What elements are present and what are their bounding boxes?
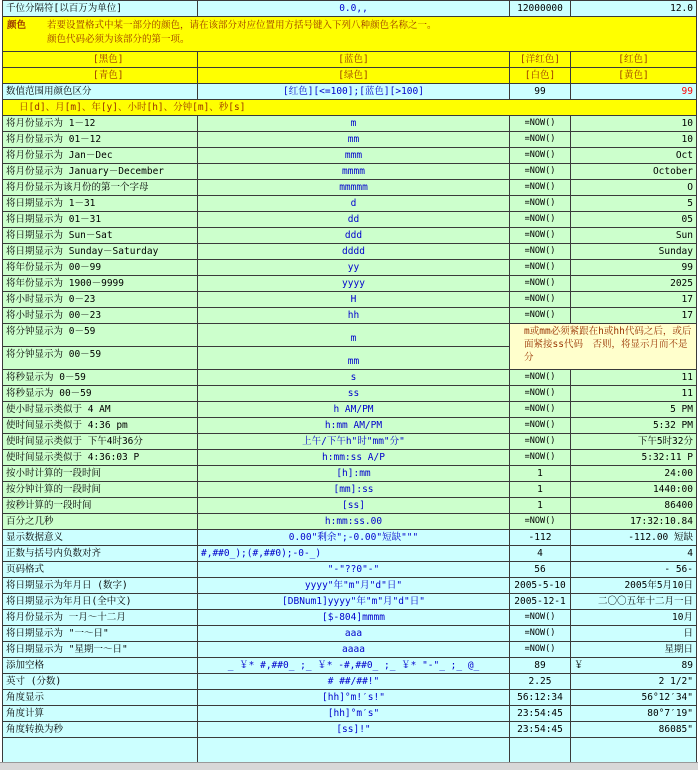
cell-code[interactable]: aaaa [198,642,510,658]
cell-code[interactable]: yyyy [198,276,510,292]
color-name-cell[interactable]: [蓝色] [198,52,510,68]
cell-result[interactable]: 4 [571,546,697,562]
cell-result[interactable]: 5:32 PM [571,418,697,434]
cell-code[interactable]: # ##/##!" [198,674,510,690]
table-row [3,84,697,100]
cell-code[interactable]: [DBNum1]yyyy"年"m"月"d"日" [198,594,510,610]
cell-value[interactable]: =NOW() [510,132,571,148]
cell-result[interactable]: 12.0 [571,1,697,17]
cell-label[interactable]: 正数与括号内负数对齐 [3,546,198,562]
cell-value[interactable]: =NOW() [510,212,571,228]
cell-value[interactable]: =NOW() [510,450,571,466]
cell-label[interactable]: 使时间显示类似于 下午4时36分 [3,434,198,450]
cell-value[interactable]: =NOW() [510,434,571,450]
cell-label[interactable]: 将月份显示为 1－12 [3,116,198,132]
cell-result[interactable]: 24:00 [571,466,697,482]
cell-value[interactable]: =NOW() [510,180,571,196]
cell-label[interactable]: 将年份显示为 1900－9999 [3,276,198,292]
cell-code[interactable]: mm [198,132,510,148]
cell-label[interactable]: 页码格式 [3,562,198,578]
color-name-cell[interactable]: [黄色] [571,68,697,84]
table-row [3,466,697,482]
cell-result[interactable]: 下午5时32分 [571,434,697,450]
cell-label[interactable]: 将日期显示为年月日 (数字) [3,578,198,594]
table-row [3,308,697,324]
table-row [3,418,697,434]
date-section-header[interactable]: 日[d]、月[m]、年[y]、小时[h]、分钟[m]、秒[s] [3,100,697,116]
table-row [3,180,697,196]
cell-value[interactable]: 89 [510,658,571,674]
table-row [3,164,697,180]
table-row [3,402,697,418]
color-note-cell[interactable] [3,17,697,52]
cell-code[interactable]: dd [198,212,510,228]
table-row [3,276,697,292]
cell-code[interactable]: [ss]!" [198,722,510,738]
cell-label[interactable]: 将月份显示为该月份的第一个字母 [3,180,198,196]
cell-result[interactable]: 5 [571,196,697,212]
cell-result[interactable]: 5:32:11 P [571,450,697,466]
cell-code[interactable]: h:mm AM/PM [198,418,510,434]
cell-result[interactable]: 10 [571,116,697,132]
cell-value[interactable]: =NOW() [510,260,571,276]
cell-value[interactable]: =NOW() [510,148,571,164]
cell-result[interactable]: 86400 [571,498,697,514]
result-value: 89 [681,660,693,671]
cell-result[interactable]: 11 [571,386,697,402]
currency-symbol: ￥ [574,660,584,671]
table-row [3,148,697,164]
cell-value[interactable]: =NOW() [510,292,571,308]
cell-code[interactable]: s [198,370,510,386]
cell-value[interactable]: 1 [510,466,571,482]
cell-code[interactable]: dddd [198,244,510,260]
cell-label[interactable]: 按秒计算的一段时间 [3,498,198,514]
cell-label[interactable]: 将日期显示为年月日(全中文) [3,594,198,610]
cell-label[interactable]: 将月份显示为 01－12 [3,132,198,148]
cell-label[interactable]: 百分之几秒 [3,514,198,530]
cell-label[interactable]: 角度显示 [3,690,198,706]
cell-label[interactable]: 使小时显示类似于 4 AM [3,402,198,418]
cell-code[interactable]: d [198,196,510,212]
cell-label[interactable]: 英寸 (分数) [3,674,198,690]
table-row [3,450,697,466]
color-name-cell[interactable]: [红色] [571,52,697,68]
cell-label[interactable]: 将日期显示为 Sunday－Saturday [3,244,198,260]
cell-code[interactable]: [红色][<=100];[蓝色][>100] [198,84,510,100]
table-row [3,482,697,498]
cell-label[interactable]: 添加空格 [3,658,198,674]
cell-code[interactable]: ddd [198,228,510,244]
cell-value[interactable]: =NOW() [510,418,571,434]
table-row [3,244,697,260]
section-header-row [3,100,697,116]
cell-result[interactable]: 17 [571,308,697,324]
cell-code[interactable]: H [198,292,510,308]
table-row [3,530,697,546]
cell-result[interactable]: 11 [571,370,697,386]
cell-value[interactable]: =NOW() [510,196,571,212]
cell-result[interactable]: 5 PM [571,402,697,418]
format-table [2,0,697,767]
cell-label[interactable]: 将年份显示为 00－99 [3,260,198,276]
cell-result[interactable]: 56°12′34" [571,690,697,706]
color-label: 颜色 [7,20,27,31]
cell-code[interactable]: _ ￥* #,##0_ ;_ ￥* -#,##0_ ;_ ￥* "-"_ ;_ @_ [198,658,510,674]
cell-result[interactable]: -112.00 短缺 [571,530,697,546]
cell-value[interactable]: =NOW() [510,402,571,418]
table-row [3,434,697,450]
color-name-cell[interactable]: [黑色] [3,52,198,68]
cell-label[interactable]: 将日期显示为 01－31 [3,212,198,228]
cell-value[interactable]: =NOW() [510,370,571,386]
cell-label[interactable]: 将分钟显示为 00－59 [3,347,198,370]
cell-code[interactable]: [hh]°m′s" [198,706,510,722]
cell-result[interactable]: 2005年5月10日 [571,578,697,594]
cell-result[interactable]: 星期日 [571,642,697,658]
cell-code[interactable]: "-"??0"-" [198,562,510,578]
cell-result[interactable]: - 56- [571,562,697,578]
cell-result[interactable]: 99 [571,84,697,100]
cell-label[interactable]: 使时间显示类似于 4:36:03 P [3,450,198,466]
cell-result[interactable]: 17 [571,292,697,308]
cell-label[interactable]: 将小时显示为 0－23 [3,292,198,308]
cell-value[interactable]: 2.25 [510,674,571,690]
cell-value[interactable]: 2005-5-10 [510,578,571,594]
table-row [3,132,697,148]
color-grid-row [3,68,697,84]
cell-result[interactable]: 2025 [571,276,697,292]
cell-code[interactable]: m [198,116,510,132]
cell-value[interactable]: 23:54:45 [510,722,571,738]
cell-code[interactable]: m [198,324,510,347]
cell-code[interactable]: [ss] [198,498,510,514]
cell-value[interactable]: 1 [510,498,571,514]
cell-label[interactable]: 将日期显示为 "星期一～日" [3,642,198,658]
cell-value[interactable]: 99 [510,84,571,100]
cell-result[interactable]: 1440:00 [571,482,697,498]
cell-result[interactable]: Sunday [571,244,697,260]
cell-result[interactable]: October [571,164,697,180]
table-row [3,212,697,228]
cell-value[interactable]: =NOW() [510,244,571,260]
cell-label[interactable]: 千位分隔符[以百万为单位] [3,1,198,17]
table-row [3,370,697,386]
color-name-cell[interactable]: [白色] [510,68,571,84]
cell-value[interactable]: =NOW() [510,276,571,292]
cell-value[interactable]: =NOW() [510,386,571,402]
table-row [3,626,697,642]
cell-label[interactable]: 按小时计算的一段时间 [3,466,198,482]
table-row [3,324,697,347]
table-row [3,642,697,658]
cell-code[interactable]: [hh]°m!′s!" [198,690,510,706]
table-row [3,498,697,514]
cell-label[interactable]: 将日期显示为 "一～日" [3,626,198,642]
cell-label[interactable]: 将月份显示为 January－December [3,164,198,180]
cell-code[interactable]: 上午/下午h"时"mm"分" [198,434,510,450]
cell-result[interactable] [571,658,697,674]
cell-result[interactable]: O [571,180,697,196]
color-grid-row [3,52,697,68]
cell-result[interactable]: 10月 [571,610,697,626]
cell-value[interactable]: 2005-12-1 [510,594,571,610]
cell-label[interactable]: 角度计算 [3,706,198,722]
cell-code[interactable]: [h]:mm [198,466,510,482]
table-row [3,386,697,402]
minute-note[interactable]: m或mm必须紧跟在h或hh代码之后，或后面紧接ss代码 否则，将显示月而不是分 [510,324,697,370]
cell-result[interactable]: 80°7′19" [571,706,697,722]
cell-label[interactable]: 将秒显示为 0－59 [3,370,198,386]
cell-code[interactable]: h:mm:ss A/P [198,450,510,466]
table-row [3,594,697,610]
cell-label[interactable]: 显示数据意义 [3,530,198,546]
table-row [3,116,697,132]
cell-result[interactable]: 86085" [571,722,697,738]
cell-label[interactable]: 将日期显示为 1－31 [3,196,198,212]
table-row [3,578,697,594]
cell-result[interactable]: 日 [571,626,697,642]
cell-value[interactable]: =NOW() [510,308,571,324]
table-row [3,292,697,308]
cell-code[interactable]: mmm [198,148,510,164]
cell-result[interactable]: 2 1/2" [571,674,697,690]
cell-value[interactable]: 1 [510,482,571,498]
cell-value[interactable]: =NOW() [510,164,571,180]
cell-value[interactable]: =NOW() [510,514,571,530]
cell-value[interactable]: 56 [510,562,571,578]
cell-code[interactable]: aaa [198,626,510,642]
table-row [3,260,697,276]
cell-label[interactable]: 按分钟计算的一段时间 [3,482,198,498]
cell-result[interactable]: 二〇〇五年十二月一日 [571,594,697,610]
table-row [3,690,697,706]
table-row [3,196,697,212]
table-row [3,228,697,244]
cell-value[interactable]: =NOW() [510,642,571,658]
cell-code[interactable]: h AM/PM [198,402,510,418]
cell-result[interactable]: Oct [571,148,697,164]
color-name-cell[interactable]: [绿色] [198,68,510,84]
cell-code[interactable]: mmmm [198,164,510,180]
cell-code[interactable]: hh [198,308,510,324]
cell-code[interactable]: h:mm:ss.00 [198,514,510,530]
cell-code[interactable]: 0.00"剩余";-0.00"短缺""" [198,530,510,546]
table-row [3,610,697,626]
color-note-row [3,17,697,52]
cell-label[interactable]: 将秒显示为 00－59 [3,386,198,402]
cell-label[interactable]: 将月份显示为 Jan－Dec [3,148,198,164]
cell-label[interactable]: 角度转换为秒 [3,722,198,738]
color-note-line2: 颜色代码必须为该部分的第一项。 [47,34,190,45]
cell-result[interactable]: 99 [571,260,697,276]
cell-code[interactable]: [mm]:ss [198,482,510,498]
cell-result[interactable]: 05 [571,212,697,228]
cell-label[interactable]: 数值范围用颜色区分 [3,84,198,100]
cell-value[interactable]: 4 [510,546,571,562]
cell-code[interactable]: #,##0_);(#,##0);-0-_) [198,546,510,562]
cell-code[interactable]: 0.0,, [198,1,510,17]
cell-value[interactable]: =NOW() [510,626,571,642]
cell-value[interactable]: -112 [510,530,571,546]
cell-result[interactable]: 17:32:10.84 [571,514,697,530]
cell-value[interactable]: 56:12:34 [510,690,571,706]
table-row [3,1,697,17]
cell-code[interactable]: mmmmm [198,180,510,196]
table-row [3,722,697,738]
cell-label[interactable]: 将小时显示为 00－23 [3,308,198,324]
table-row [3,706,697,722]
cell-code[interactable]: ss [198,386,510,402]
cell-code[interactable]: mm [198,347,510,370]
cell-value[interactable]: 12000000 [510,1,571,17]
cell-label[interactable]: 使时间显示类似于 4:36 pm [3,418,198,434]
cell-value[interactable]: =NOW() [510,228,571,244]
cell-value[interactable]: =NOW() [510,116,571,132]
color-name-cell[interactable]: [洋红色] [510,52,571,68]
table-row [3,562,697,578]
cell-label[interactable]: 将日期显示为 Sun－Sat [3,228,198,244]
table-row [3,514,697,530]
cell-result[interactable]: 10 [571,132,697,148]
cell-code[interactable]: [$-804]mmmm [198,610,510,626]
cell-label[interactable]: 将分钟显示为 0－59 [3,324,198,347]
cell-code[interactable]: yy [198,260,510,276]
cell-value[interactable]: 23:54:45 [510,706,571,722]
cell-label[interactable]: 将月份显示为 一月～十二月 [3,610,198,626]
table-row [3,674,697,690]
color-note-line1: 若要设置格式中某一部分的颜色，请在该部分对应位置用方括号键入下列八种颜色名称之一。 [47,20,437,31]
table-row [3,546,697,562]
color-name-cell[interactable]: [青色] [3,68,198,84]
cell-code[interactable]: yyyy"年"m"月"d"日" [198,578,510,594]
table-row [3,658,697,674]
cell-value[interactable]: =NOW() [510,610,571,626]
cell-result[interactable]: Sun [571,228,697,244]
